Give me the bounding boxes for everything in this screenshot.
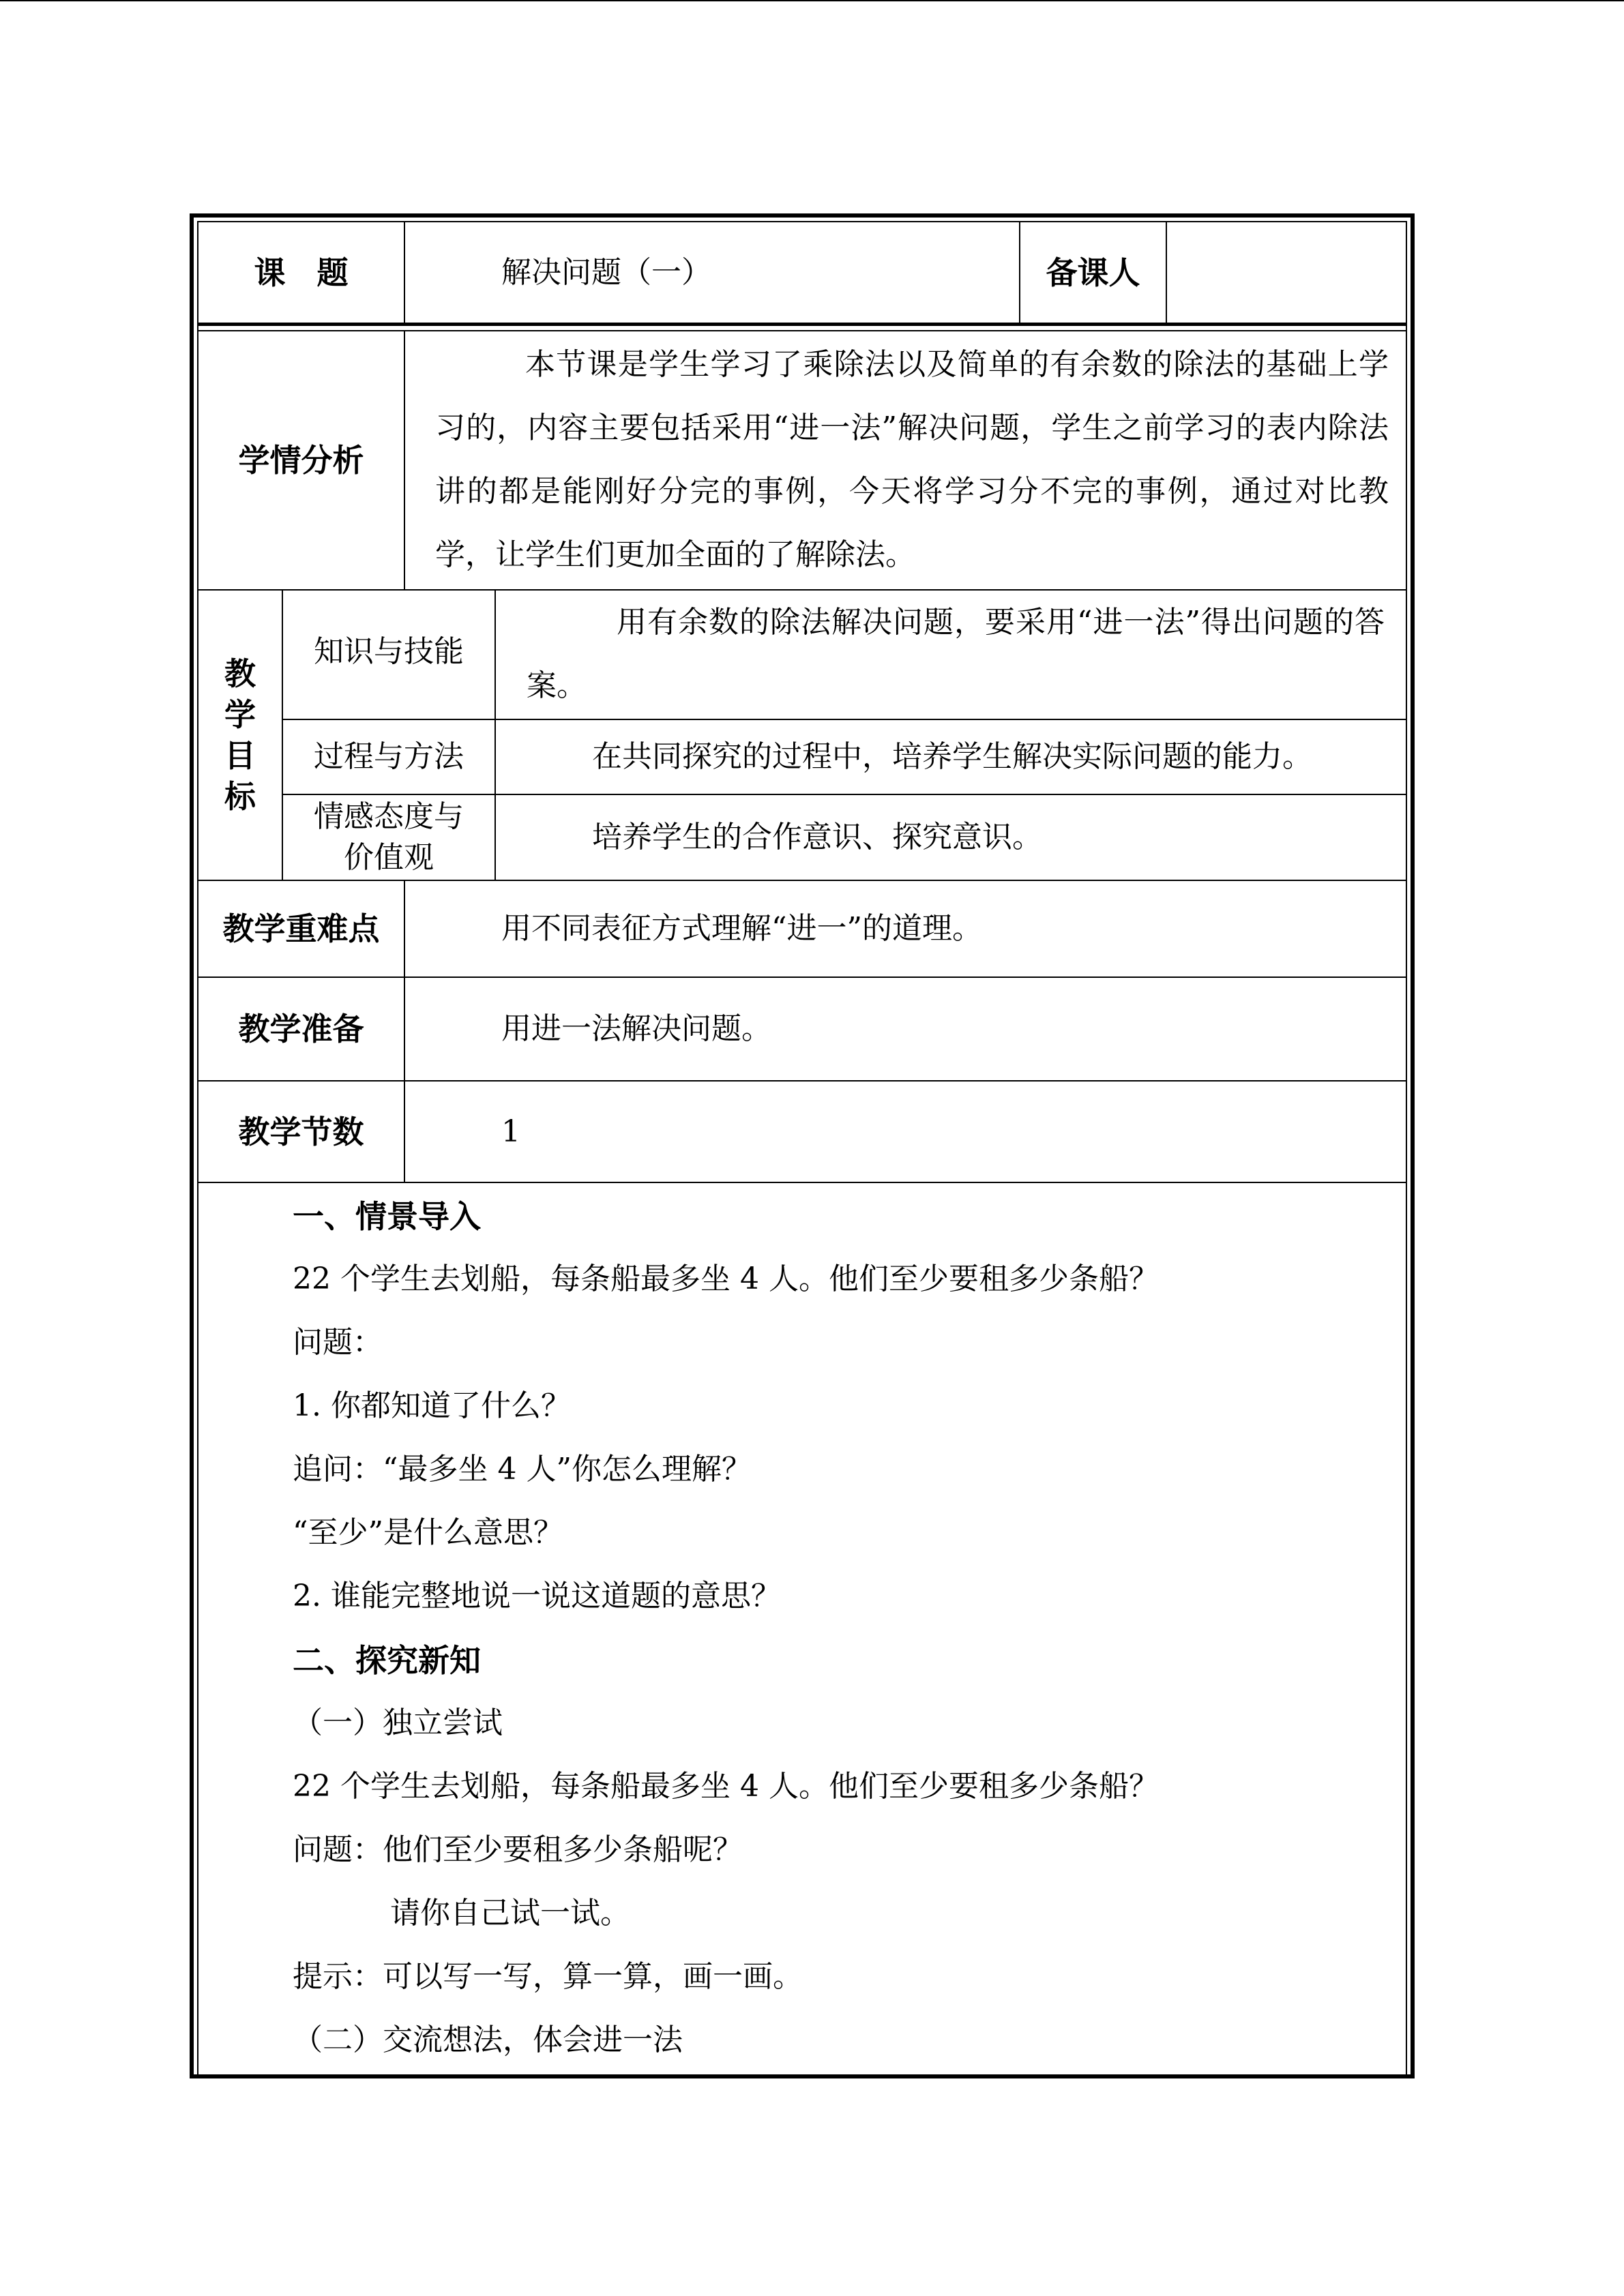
- key-points-text: 用不同表征方式理解“进一”的道理。: [501, 911, 982, 946]
- process-line: “至少”是什么意思？: [293, 1515, 563, 1550]
- emotion-label: [283, 795, 494, 880]
- row-divider: [197, 1182, 1407, 1183]
- preparer-value: [1167, 222, 1406, 323]
- subject-label: 课 题: [254, 254, 349, 291]
- emotion-text: 培养学生的合作意识、探究意识。: [592, 820, 1042, 854]
- process-line: 问题：: [293, 1325, 383, 1360]
- periods-label: 教学节数: [238, 1113, 364, 1150]
- knowledge-text: 用有余数的除法解决问题，要采用“进一法”得出问题的答案。: [527, 605, 1385, 703]
- objectives-label-char: 教: [224, 655, 256, 692]
- key-points-label: 教学重难点: [222, 910, 380, 947]
- row-divider: [197, 323, 1407, 326]
- emotion-label-line: 情感态度与: [314, 799, 464, 834]
- preparation-label: 教学准备: [238, 1011, 364, 1047]
- process-label: 过程与方法: [314, 739, 464, 774]
- column-divider: [494, 589, 496, 880]
- process-line: 1. 你都知道了什么？: [293, 1388, 571, 1423]
- process-line: 请你自己试一试。: [390, 1896, 630, 1930]
- knowledge-label: 知识与技能: [314, 634, 464, 669]
- process-line: 22 个学生去划船，每条船最多坐 4 人。他们至少要租多少条船？: [293, 1769, 1159, 1804]
- objectives-label-char: 目: [224, 737, 256, 774]
- column-divider: [404, 880, 405, 1182]
- process-line: 22 个学生去划船，每条船最多坐 4 人。他们至少要租多少条船？: [293, 1262, 1159, 1296]
- analysis-text: 本节课是学生学习了乘除法以及简单的有余数的除法的基础上学习的，内容主要包括采用“进一法”解决问题，学生之前学习的表内除法讲的都是能刚好分完的事例，今天将学习分不完的事例，通过对比教学，让学生们更加全面的了解除法。: [435, 347, 1389, 572]
- section-heading: 一、情景导入: [293, 1198, 481, 1235]
- objectives-label-char: 学: [224, 696, 256, 733]
- subject-value: 解决问题（一）: [501, 254, 711, 290]
- process-text: 在共同探究的过程中，培养学生解决实际问题的能力。: [592, 739, 1312, 774]
- process-line: 2. 谁能完整地说一说这道题的意思？: [293, 1579, 781, 1613]
- emotion-label-line: 价值观: [344, 840, 434, 875]
- preparation-text: 用进一法解决问题。: [501, 1011, 771, 1046]
- column-divider: [404, 330, 405, 589]
- preparer-label: 备课人: [1046, 254, 1140, 291]
- periods-text: 1: [501, 1114, 520, 1149]
- objectives-label: [198, 591, 282, 880]
- objectives-label-chars: [220, 653, 261, 817]
- process-line: 问题：他们至少要租多少条船呢？: [293, 1832, 743, 1867]
- analysis-label: 学情分析: [238, 442, 364, 479]
- page-top-border: [0, 0, 1624, 1]
- column-divider: [404, 221, 405, 323]
- process-line: 追问：“最多坐 4 人”你怎么理解？: [293, 1452, 752, 1487]
- objectives-label-char: 标: [224, 778, 256, 815]
- process-line: （一）独立尝试: [293, 1705, 503, 1740]
- process-line: 提示：可以写一写，算一算，画一画。: [293, 1959, 803, 1994]
- section-heading: 二、探究新知: [293, 1642, 481, 1679]
- process-line: （二）交流想法，体会进一法: [293, 2023, 683, 2057]
